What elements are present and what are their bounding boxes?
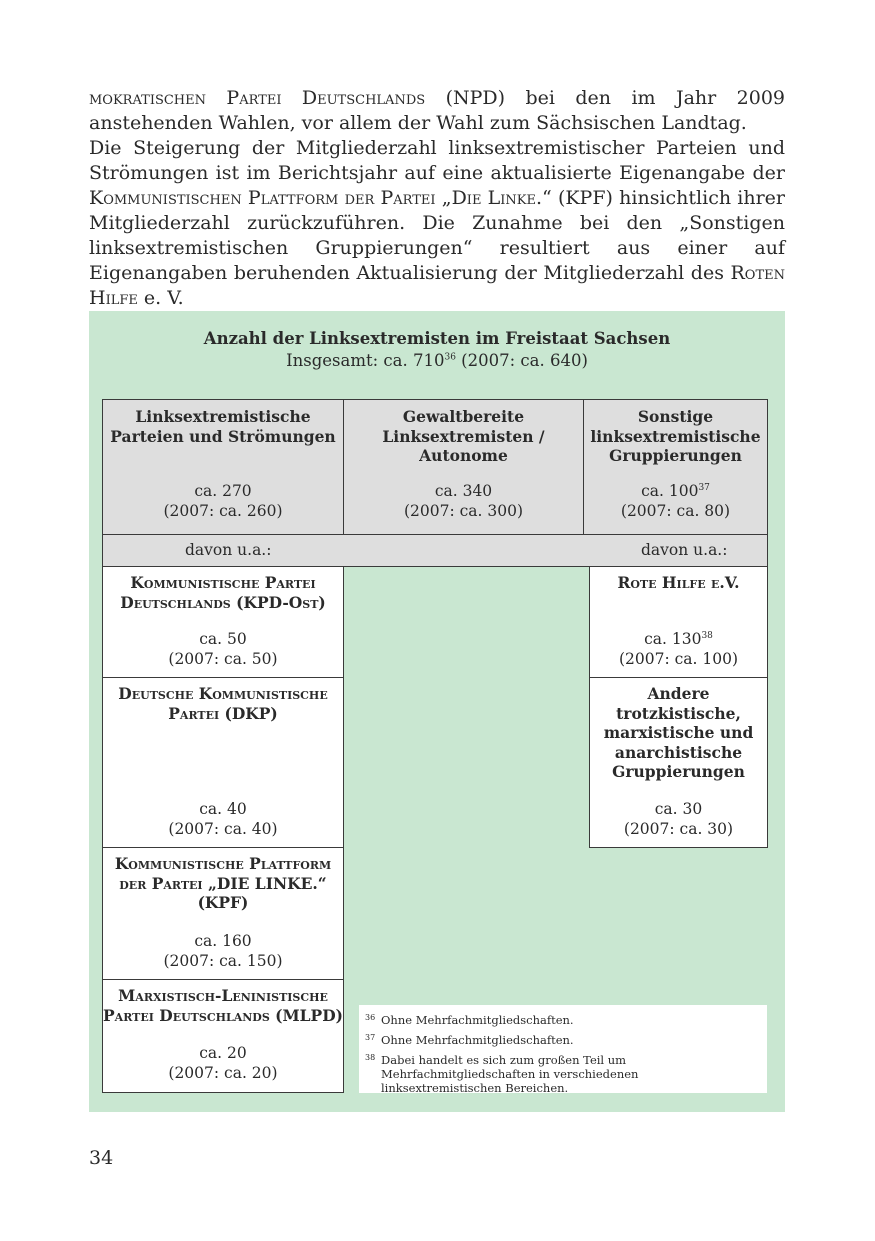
category-heading-line: linksextremistische [590,426,761,446]
item-heading-line: Deutschlands (KPD-Ost) [120,592,326,612]
category-heading-line: Gruppierungen [609,446,742,465]
total-count: Insgesamt: ca. 710 [286,351,445,370]
category-heading-line: Linksextremisten / [382,426,545,446]
category-autonome-box [343,399,584,535]
category-heading-line: Sonstige [637,407,714,426]
item-count [590,630,767,650]
intro-paragraph-2 [89,136,785,311]
category-previous-year: (2007: ca. 80) [620,501,731,520]
footnote-text: Ohne Mehrfachmitgliedschaften. [381,1013,574,1027]
item-heading-line: anarchistische [614,742,743,762]
item-rote-hilfe-box [589,566,768,678]
intro-paragraph-1-text: (NPD) bei den im Jahr 2009 anstehenden Wahlen, vor allem der Wahl zum Sächsischen Landtag. [89,87,785,134]
item-heading-line: Deutsche Kommunistische [118,684,328,703]
panel-title: Anzahl der Linksextremisten im Freistaat Sachsen [203,329,671,348]
category-autonome-value [344,482,583,521]
category-autonome-heading [344,407,583,466]
item-dkp-heading [103,684,343,723]
intro-text [89,86,785,311]
item-count: ca. 30 [654,800,703,818]
davon-label-left: davon u.a.: [185,541,272,559]
item-heading-line: der Partei „DIE LINKE.“ [119,873,327,893]
item-count: ca. 50 [199,630,247,648]
category-count: ca. 340 [434,482,493,500]
item-mlpd-value [103,1044,343,1083]
total-previous-year: (2007: ca. 640) [455,351,588,370]
panel-heading [89,328,785,372]
item-previous-year: (2007: ca. 150) [163,951,283,970]
item-heading-line: Kommunistische Plattform [114,854,332,873]
item-heading-line: Rote Hilfe e.V. [617,573,740,592]
category-previous-year: (2007: ca. 260) [163,501,283,520]
item-kpf-box [102,847,344,980]
item-previous-year: (2007: ca. 100) [618,649,739,668]
item-kpf-value [103,932,343,971]
item-dkp-value [103,800,343,839]
kpf-name: Kommunistischen Plattform der Partei „Die Linke.“ [89,187,552,209]
item-kpd-ost-value [103,630,343,669]
category-parties-box [102,399,344,535]
item-dkp-box [102,677,344,848]
category-parties-value [103,482,343,521]
intro-paragraph-2-part-b: (KPF) hinsichtlich ihrer Mitgliederzahl zurückzuführen. Die Zunahme bei den „Sonstigen linksextremistischen Gruppierungen“ resultiert aus einer auf Eigenangaben beruhenden Aktualisierung der Mitgliederzahl des [89,187,785,284]
item-heading-line: (KPF) [197,893,249,912]
category-count-text: ca. 100 [641,482,699,500]
item-heading-line: marxistische und [603,723,754,742]
intro-paragraph-2-part-a: Die Steigerung der Mitgliederzahl linksextremistischer Parteien und Strömungen ist im Berichtsjahr auf eine aktualisierte Eigenangabe der [89,137,785,184]
footnote-38 [365,1053,761,1095]
item-heading-line: Partei (DKP) [168,703,278,723]
item-kpd-ost-heading [103,573,343,612]
category-other-box [583,399,768,535]
item-count-text: ca. 130 [644,630,702,648]
item-previous-year: (2007: ca. 30) [623,819,734,838]
item-heading-line: Marxistisch-Leninistische [118,986,328,1005]
item-kpd-ost-box [102,566,344,678]
footnotes-box [359,1005,767,1093]
intro-paragraph-1 [89,86,785,136]
footnote-mark: 36 [365,1013,376,1022]
category-parties-heading [103,407,343,446]
item-heading-line: Andere [647,684,710,703]
item-other-groups-value [590,800,767,839]
item-count: ca. 40 [199,800,247,818]
category-heading-line: Linksextremistische [135,407,311,426]
category-other-heading [584,407,767,466]
category-count: ca. 270 [194,482,252,500]
rote-hilfe-name: Roten Hilfe [89,262,785,309]
item-previous-year: (2007: ca. 40) [168,819,278,838]
item-rote-hilfe-value [590,630,767,669]
footnote-ref-38: 38 [701,630,713,641]
footnote-37 [365,1033,761,1047]
item-heading-line: Gruppierungen [612,762,745,781]
footnote-text: Ohne Mehrfachmitgliedschaften. [381,1033,574,1047]
item-other-groups-box [589,677,768,848]
item-previous-year: (2007: ca. 50) [168,649,278,668]
item-kpf-heading [103,854,343,913]
footnote-ref-37: 37 [698,482,710,493]
footnote-36 [365,1013,761,1027]
item-heading-line: Partei Deutschlands (MLPD) [103,1005,343,1025]
item-mlpd-heading [103,986,343,1025]
npd-name: mokratischen Partei Deutschlands [89,87,426,109]
category-heading-line: Gewaltbereite [402,407,525,426]
footnote-mark: 38 [365,1053,376,1062]
item-other-groups-heading [590,684,767,782]
item-previous-year: (2007: ca. 20) [168,1063,278,1082]
category-count [584,482,767,502]
davon-label-right: davon u.a.: [641,541,728,559]
item-count: ca. 20 [199,1044,247,1062]
category-previous-year: (2007: ca. 300) [403,501,524,520]
item-mlpd-box [102,979,344,1093]
footnote-ref-36: 36 [444,352,456,363]
item-rote-hilfe-heading [590,573,767,593]
davon-row [102,534,768,567]
intro-paragraph-2-part-c: e. V. [137,287,184,309]
footnote-text: Dabei handelt es sich zum großen Teil um Mehrfachmitgliedschaften in verschiedenen linksextremistischen Bereichen. [381,1053,639,1095]
page-number: 34 [89,1147,114,1169]
category-heading-line: Parteien und Strömungen [110,426,336,446]
category-heading-line: Autonome [419,446,508,465]
item-heading-line: trotzkistische, [616,703,741,723]
category-other-value [584,482,767,521]
item-count: ca. 160 [194,932,252,950]
item-heading-line: Kommunistische Partei [130,573,316,592]
footnote-mark: 37 [365,1033,376,1042]
statistics-panel [89,311,785,1112]
panel-subtitle [89,350,785,372]
